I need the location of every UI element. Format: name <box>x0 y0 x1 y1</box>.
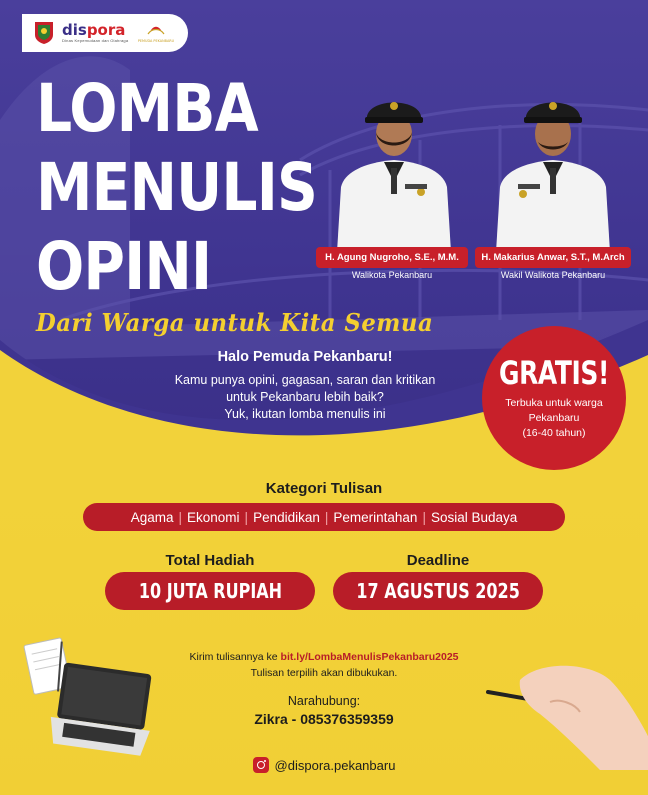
intro-greeting: Halo Pemuda Pekanbaru! <box>217 349 393 365</box>
logo-bar <box>22 14 188 52</box>
logo-name-prefix: dis <box>62 21 87 39</box>
instagram-icon <box>253 757 269 773</box>
official-portrait-1 <box>329 82 459 252</box>
dispora-logo <box>62 23 128 43</box>
intro-line-1: Kamu punya opini, gagasan, saran dan kritikan <box>174 373 436 387</box>
prize-label: Total Hadiah <box>165 552 255 569</box>
title-line-2: MENULIS <box>36 149 318 226</box>
partner-logo <box>136 22 176 44</box>
prize-value: 10 JUTA RUPIAH <box>138 579 282 603</box>
free-badge-line-3: (16-40 tahun) <box>522 427 586 439</box>
logo-name-suffix: pora <box>86 21 126 39</box>
category-separator: | <box>422 509 426 525</box>
submission-info <box>0 649 648 681</box>
contact-value: Zikra - 085376359359 <box>254 711 394 727</box>
submission-prefix: Kirim tulisannya ke <box>189 651 281 663</box>
free-badge-line-2: Pekanbaru <box>528 412 580 424</box>
free-badge <box>482 326 626 470</box>
intro-text <box>150 349 460 423</box>
category-separator: | <box>244 509 249 525</box>
submission-link[interactable]: bit.ly/LombaMenulisPekanbaru2025 <box>280 651 459 663</box>
deadline-value: 17 AGUSTUS 2025 <box>356 579 520 603</box>
title-line-1: LOMBA <box>36 70 258 147</box>
category-item: Pendidikan <box>253 509 320 525</box>
social-handle <box>0 757 648 773</box>
intro-line-3: Yuk, ikutan lomba menulis ini <box>224 407 386 421</box>
submission-note: Tulisan terpilih akan dibukukan. <box>250 667 398 679</box>
deadline-label: Deadline <box>406 552 470 569</box>
official-name-2: H. Makarius Anwar, S.T., M.Arch <box>475 247 631 268</box>
category-separator: | <box>178 509 183 525</box>
official-role-1: Walikota Pekanbaru <box>351 270 433 280</box>
instagram-handle[interactable]: @dispora.pekanbaru <box>274 757 396 773</box>
category-item: Agama <box>130 509 174 525</box>
categories-title: Kategori Tulisan <box>265 480 383 497</box>
category-separator: | <box>324 509 329 525</box>
free-badge-title: GRATIS! <box>498 354 610 392</box>
official-role-2: Wakil Walikota Pekanbaru <box>500 270 606 280</box>
tagline: Dari Warga untuk Kita Semua <box>36 308 434 337</box>
prize-value-pill <box>105 572 315 610</box>
category-item: Ekonomi <box>187 509 240 525</box>
contact-label: Narahubung: <box>287 694 361 708</box>
official-name-1: H. Agung Nugroho, S.E., M.M. <box>316 247 468 268</box>
city-emblem-icon <box>34 21 54 45</box>
category-item: Sosial Budaya <box>430 509 518 525</box>
free-badge-line-1: Terbuka untuk warga <box>505 397 603 409</box>
categories-pill <box>83 503 565 531</box>
logo-subtitle: Dinas Kepemudaan dan Olahraga <box>62 38 129 43</box>
intro-line-2: untuk Pekanbaru lebih baik? <box>226 390 384 404</box>
official-portrait-2 <box>488 82 618 252</box>
deadline-value-pill <box>333 572 543 610</box>
category-item: Pemerintahan <box>333 509 418 525</box>
title-line-3: OPINI <box>36 228 212 305</box>
partner-logo-text: PEMUDA PEKANBARU <box>138 39 175 43</box>
